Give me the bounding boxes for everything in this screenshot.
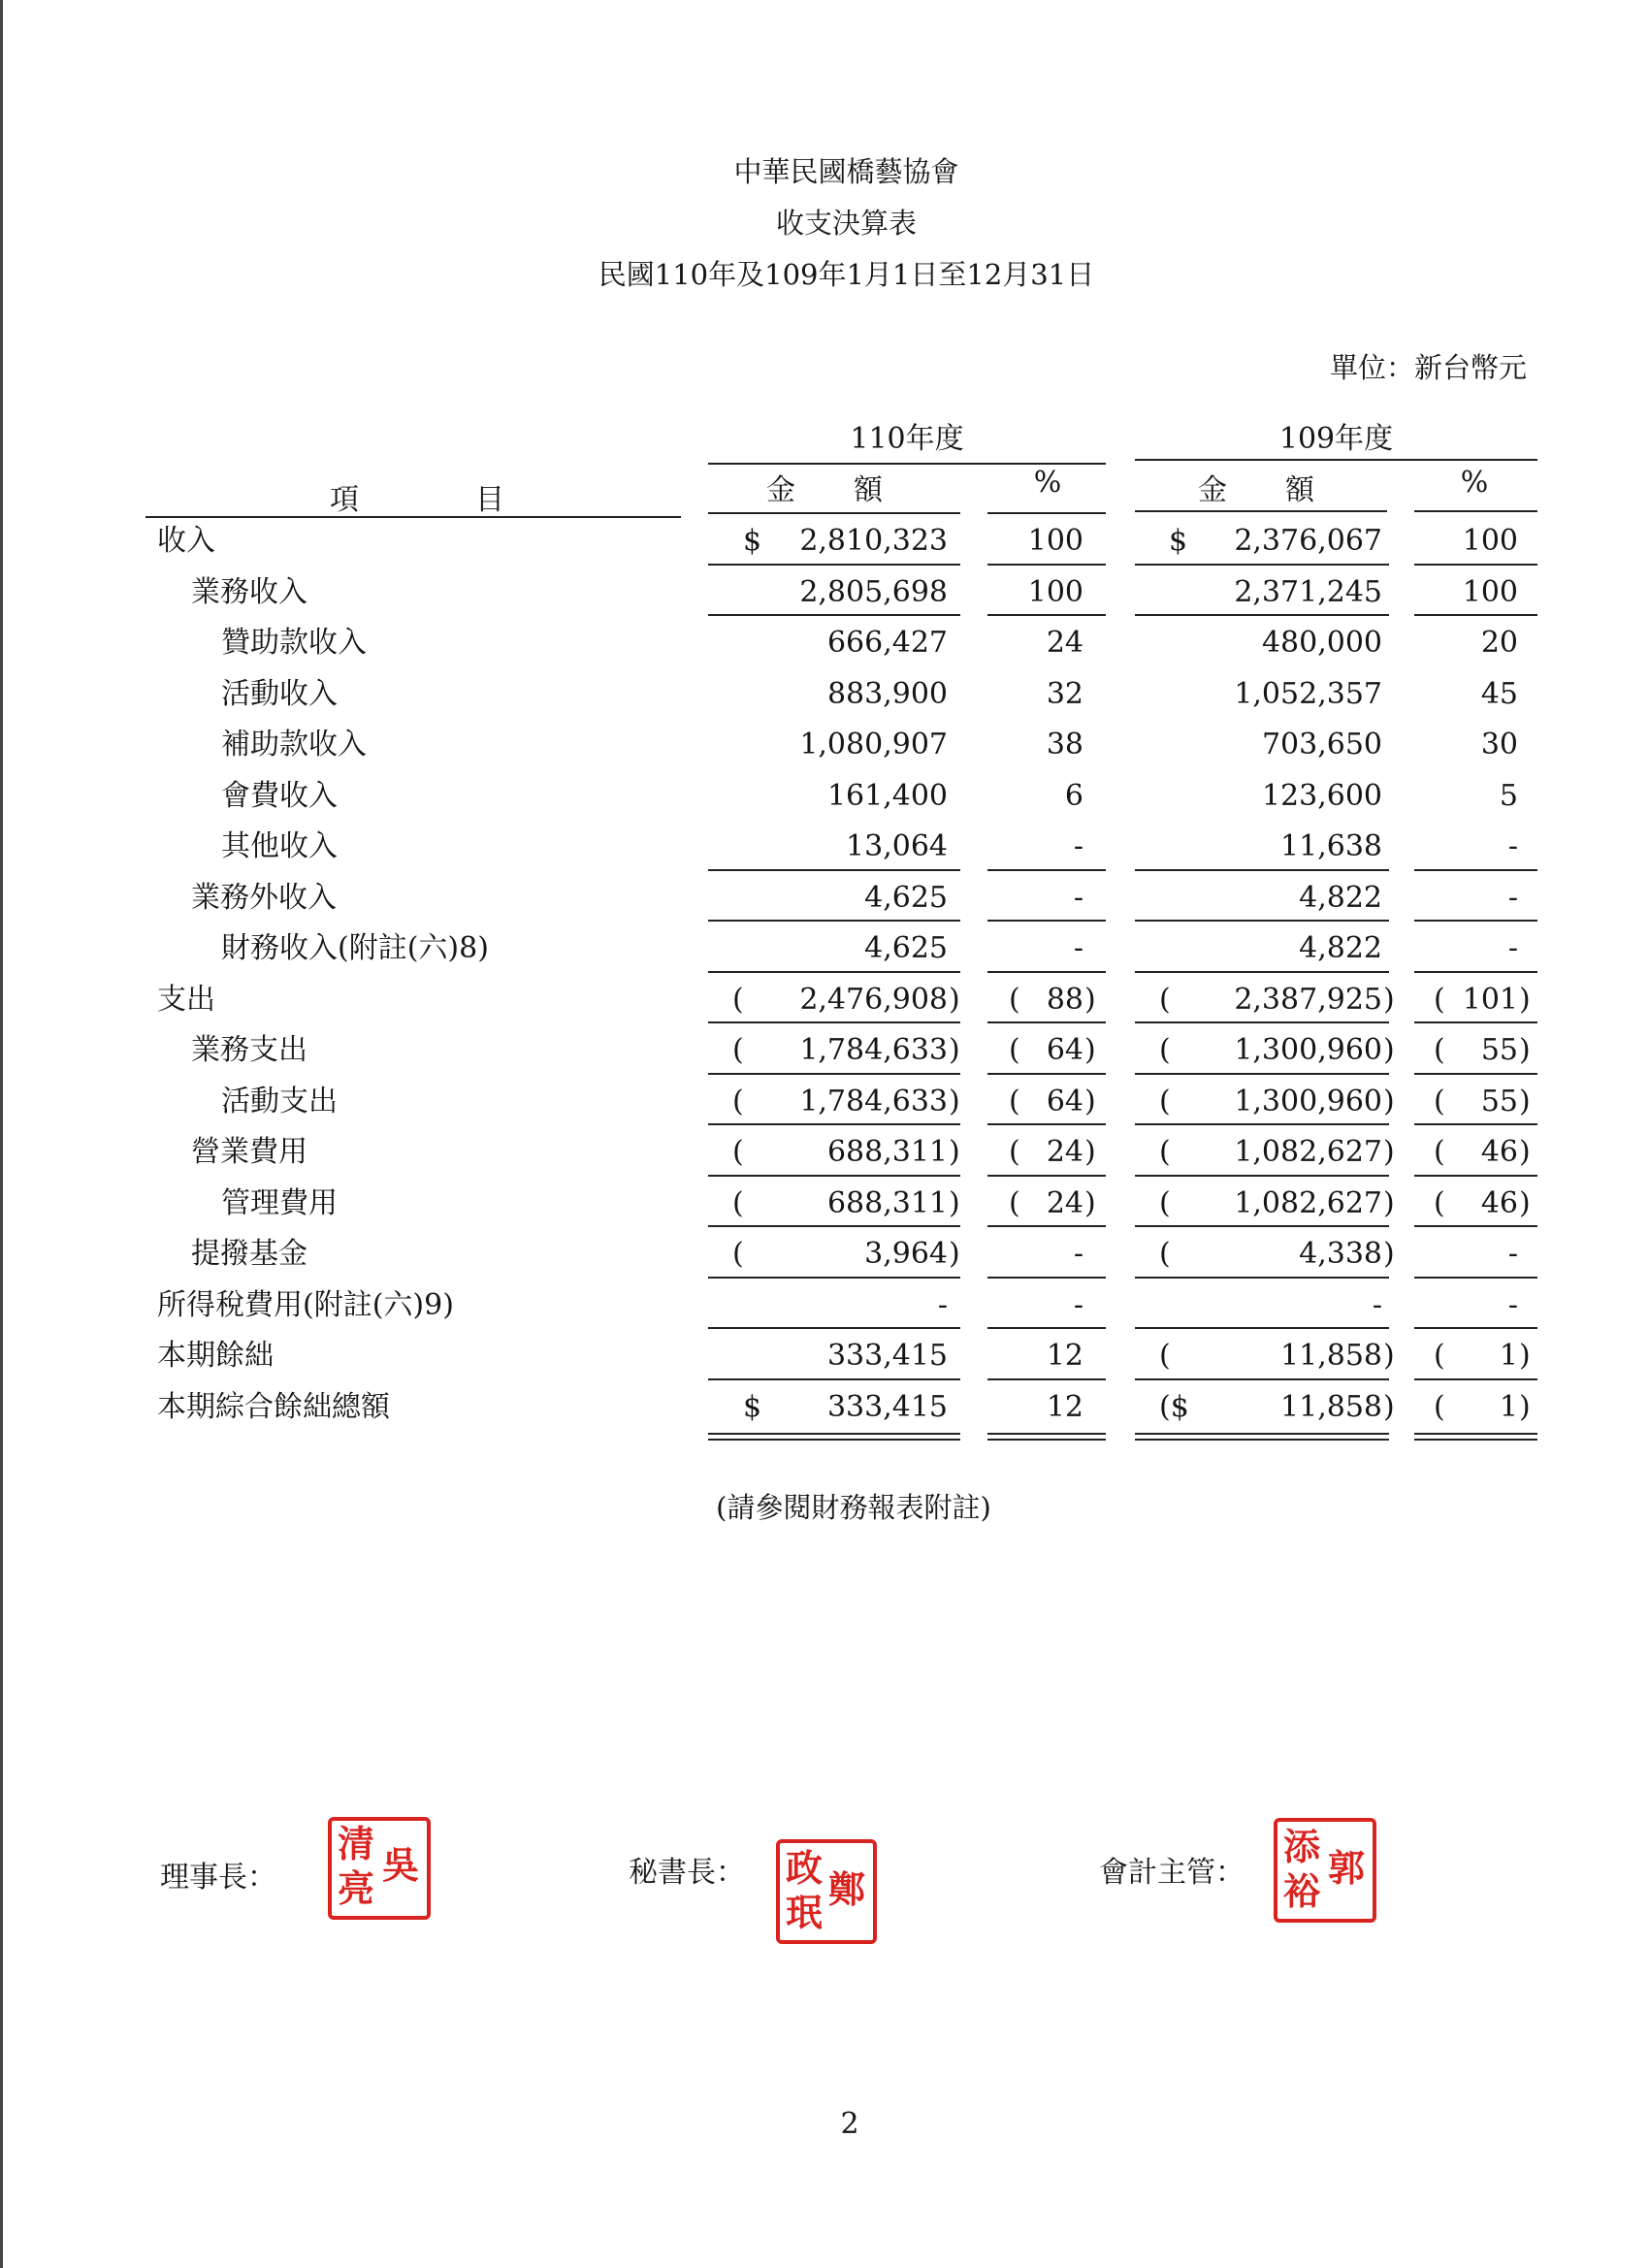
prior-open-paren: ( [1159, 1084, 1171, 1118]
accountant-label: 會計主管： [1099, 1856, 1245, 1890]
percent-current-subtotal-rule [987, 1277, 1106, 1279]
amount-current-subtotal-rule [708, 564, 960, 566]
current-percent: 6 [1064, 778, 1083, 813]
prior-pct-close-paren: ) [1519, 1185, 1531, 1220]
row-label: 支出 [157, 982, 215, 1017]
percent-prior-subtotal-rule [1414, 920, 1537, 922]
percent-current-subtotal-rule [987, 1327, 1106, 1329]
table-row [0, 720, 1649, 770]
prior-dollar-sign: $ [1169, 524, 1188, 558]
table-row [0, 923, 1649, 974]
current-amount: 883,900 [826, 676, 948, 711]
current-pct-open-paren: ( [1009, 1185, 1020, 1220]
prior-pct-open-paren: ( [1434, 1339, 1445, 1373]
percent-current-rule [987, 512, 1106, 514]
percent-current-subtotal-rule [987, 920, 1106, 922]
row-label: 本期綜合餘絀總額 [157, 1389, 390, 1424]
amount-current-subtotal-rule [708, 1123, 960, 1125]
current-pct-close-paren: ) [1084, 1135, 1096, 1169]
row-label: 補助款收入 [221, 728, 367, 761]
current-percent: 100 [1027, 524, 1083, 558]
prior-percent: 101 [1462, 982, 1518, 1017]
amount-prior-subtotal-rule [1135, 869, 1389, 871]
amount-prior-subtotal-rule [1135, 1175, 1389, 1177]
percent-current-header: % [1033, 466, 1062, 500]
prior-amount: 1,082,627 [1234, 1135, 1382, 1169]
amount-current-subtotal-rule [708, 1327, 960, 1329]
percent-prior-subtotal-rule [1414, 614, 1537, 616]
current-percent: 64 [1046, 1033, 1083, 1067]
table-row [0, 1179, 1649, 1229]
prior-percent: 20 [1480, 626, 1518, 660]
prior-amount: 1,300,960 [1234, 1084, 1382, 1118]
amount-prior-subtotal-rule [1135, 1277, 1389, 1279]
current-pct-close-paren: ) [1084, 1033, 1096, 1067]
prior-amount: 1,300,960 [1234, 1033, 1382, 1067]
prior-amount: 1,052,357 [1234, 676, 1382, 711]
chairman-seal: 清 亮 吳 [328, 1817, 431, 1920]
row-label: 業務外收入 [191, 880, 337, 915]
table-row [0, 1382, 1649, 1433]
prior-percent: - [1507, 931, 1518, 965]
item-column-header: 項 目 [330, 483, 504, 517]
amount-prior-subtotal-rule [1135, 564, 1389, 566]
table-row [0, 1331, 1649, 1381]
prior-close-paren: ) [1383, 1339, 1395, 1373]
prior-pct-close-paren: ) [1519, 1339, 1531, 1373]
current-percent: - [1073, 829, 1083, 863]
row-label: 業務收入 [191, 574, 307, 609]
current-open-paren: ( [732, 1084, 744, 1118]
percent-prior-subtotal-rule [1414, 1277, 1537, 1279]
current-dollar-sign: $ [743, 1389, 762, 1424]
prior-pct-close-paren: ) [1519, 1135, 1531, 1169]
amount-current-subtotal-rule [708, 869, 960, 871]
percent-prior-subtotal-rule [1414, 1073, 1537, 1075]
percent-current-subtotal-rule [987, 869, 1106, 871]
row-label: 業務支出 [191, 1033, 307, 1067]
percent-prior-rule [1414, 510, 1537, 512]
prior-amount: 1,082,627 [1234, 1185, 1382, 1220]
year-prior-header: 109年度 [1278, 422, 1394, 456]
percent-current-total-double-rule [987, 1433, 1106, 1441]
prior-pct-open-paren: ( [1434, 1033, 1445, 1067]
table-row [0, 1077, 1649, 1127]
prior-percent: 1 [1499, 1389, 1518, 1424]
current-amount: 688,311 [826, 1185, 948, 1220]
percent-current-subtotal-rule [987, 1378, 1106, 1380]
table-row [0, 822, 1649, 872]
current-amount: 2,476,908 [799, 982, 948, 1017]
table-row [0, 1229, 1649, 1280]
percent-current-subtotal-rule [987, 564, 1106, 566]
prior-close-paren: ) [1383, 1185, 1395, 1220]
current-close-paren: ) [949, 1135, 960, 1169]
current-pct-open-paren: ( [1009, 1033, 1020, 1067]
amount-current-subtotal-rule [708, 1277, 960, 1279]
prior-open-paren: ($ [1159, 1389, 1189, 1424]
current-percent: - [1073, 1237, 1083, 1271]
current-amount: 4,625 [864, 880, 948, 915]
report-period: 民國110年及109年1月1日至12月31日 [598, 258, 1095, 291]
prior-amount: 2,376,067 [1234, 524, 1382, 558]
current-close-paren: ) [949, 1033, 960, 1067]
prior-open-paren: ( [1159, 1185, 1171, 1220]
prior-percent: 55 [1480, 1084, 1518, 1118]
row-label: 其他收入 [221, 829, 338, 863]
current-amount: 1,784,633 [799, 1084, 948, 1118]
current-pct-open-paren: ( [1009, 982, 1020, 1017]
prior-amount: 480,000 [1261, 626, 1382, 660]
amount-prior-subtotal-rule [1135, 920, 1389, 922]
prior-pct-close-paren: ) [1519, 982, 1531, 1017]
row-label: 活動支出 [221, 1084, 338, 1118]
amount-prior-subtotal-rule [1135, 1378, 1389, 1380]
current-percent: 24 [1046, 1185, 1083, 1220]
current-amount: 333,415 [826, 1339, 948, 1373]
prior-pct-open-paren: ( [1434, 1389, 1445, 1424]
current-percent: 12 [1046, 1389, 1083, 1424]
row-label: 本期餘絀 [157, 1339, 274, 1373]
prior-percent: - [1507, 829, 1518, 863]
current-close-paren: ) [949, 982, 960, 1017]
amount-prior-subtotal-rule [1135, 1327, 1389, 1329]
amount-prior-subtotal-rule [1135, 1073, 1389, 1075]
percent-prior-subtotal-rule [1414, 1225, 1537, 1227]
amount-current-subtotal-rule [708, 1021, 960, 1023]
report-title: 收支決算表 [775, 207, 917, 240]
amount-current-total-double-rule [708, 1433, 960, 1441]
prior-percent: 46 [1480, 1135, 1518, 1169]
year-current-header: 110年度 [850, 422, 964, 456]
current-open-paren: ( [732, 1033, 744, 1067]
table-row [0, 1025, 1649, 1076]
amount-prior-subtotal-rule [1135, 1123, 1389, 1125]
prior-pct-close-paren: ) [1519, 1033, 1531, 1067]
percent-current-subtotal-rule [987, 1073, 1106, 1075]
prior-amount: 4,822 [1299, 880, 1382, 915]
current-pct-open-paren: ( [1009, 1084, 1020, 1118]
row-label: 提撥基金 [191, 1237, 307, 1271]
prior-percent: - [1507, 880, 1518, 915]
prior-percent: 100 [1462, 524, 1518, 558]
current-amount: 2,810,323 [799, 524, 948, 558]
current-amount: 3,964 [864, 1237, 948, 1271]
percent-current-subtotal-rule [987, 1175, 1106, 1177]
prior-pct-open-paren: ( [1434, 1185, 1445, 1220]
prior-open-paren: ( [1159, 1135, 1171, 1169]
current-amount: 1,080,907 [799, 728, 948, 761]
prior-amount: 11,638 [1280, 829, 1382, 863]
prior-percent: - [1507, 1287, 1518, 1322]
prior-pct-open-paren: ( [1434, 1084, 1445, 1118]
amount-prior-subtotal-rule [1135, 971, 1389, 973]
prior-close-paren: ) [1383, 982, 1395, 1017]
row-label: 財務收入(附註(六)8) [221, 931, 489, 965]
prior-percent: 1 [1499, 1339, 1518, 1373]
percent-current-subtotal-rule [987, 971, 1106, 973]
current-percent: 12 [1046, 1339, 1083, 1373]
prior-amount: 703,650 [1261, 728, 1382, 761]
current-amount: 4,625 [864, 931, 948, 965]
current-percent: - [1073, 880, 1083, 915]
prior-open-paren: ( [1159, 1339, 1171, 1373]
amount-prior-subtotal-rule [1135, 1021, 1389, 1023]
prior-amount: 11,858 [1280, 1339, 1382, 1373]
prior-percent: 55 [1480, 1033, 1518, 1067]
percent-prior-subtotal-rule [1414, 1378, 1537, 1380]
prior-close-paren: ) [1383, 1033, 1395, 1067]
current-amount: 2,805,698 [799, 574, 948, 609]
amount-prior-subtotal-rule [1135, 1225, 1389, 1227]
current-open-paren: ( [732, 1185, 744, 1220]
amount-prior-header: 金 額 [1198, 473, 1314, 507]
current-amount: 13,064 [846, 829, 948, 863]
prior-close-paren: ) [1383, 1237, 1395, 1271]
current-open-paren: ( [732, 1237, 744, 1271]
table-row [0, 1127, 1649, 1178]
current-close-paren: ) [949, 1237, 960, 1271]
current-percent: 88 [1046, 982, 1083, 1017]
percent-prior-subtotal-rule [1414, 869, 1537, 871]
prior-amount: 2,371,245 [1234, 574, 1382, 609]
row-label: 收入 [157, 524, 215, 558]
prior-percent: 5 [1499, 778, 1518, 813]
amount-current-subtotal-rule [708, 1175, 960, 1177]
secretary-label: 秘書長： [629, 1856, 745, 1890]
current-pct-close-paren: ) [1084, 982, 1096, 1017]
percent-current-subtotal-rule [987, 1021, 1106, 1023]
currency-unit: 單位：新台幣元 [1329, 351, 1527, 384]
prior-percent: 30 [1480, 728, 1518, 761]
current-pct-close-paren: ) [1084, 1084, 1096, 1118]
current-amount: 161,400 [826, 778, 948, 813]
current-amount: 688,311 [826, 1135, 948, 1169]
row-label: 活動收入 [221, 676, 338, 711]
prior-amount: 123,600 [1261, 778, 1382, 813]
amount-current-subtotal-rule [708, 1073, 960, 1075]
percent-current-subtotal-rule [987, 614, 1106, 616]
table-row [0, 669, 1649, 720]
amount-prior-rule [1135, 510, 1387, 512]
percent-prior-subtotal-rule [1414, 1175, 1537, 1177]
footnote: (請參閱財務報表附註) [716, 1491, 991, 1524]
table-row [0, 1280, 1649, 1331]
prior-percent: - [1507, 1237, 1518, 1271]
amount-prior-total-double-rule [1135, 1433, 1389, 1441]
percent-prior-subtotal-rule [1414, 1021, 1537, 1023]
row-label: 所得稅費用(附註(六)9) [157, 1287, 454, 1322]
table-row [0, 618, 1649, 668]
prior-amount: 11,858 [1280, 1389, 1382, 1424]
current-percent: 64 [1046, 1084, 1083, 1118]
row-label: 管理費用 [221, 1185, 338, 1220]
prior-pct-open-paren: ( [1434, 1135, 1445, 1169]
prior-pct-open-paren: ( [1434, 982, 1445, 1017]
current-amount: 333,415 [826, 1389, 948, 1424]
amount-current-subtotal-rule [708, 1225, 960, 1227]
current-percent: 38 [1046, 728, 1083, 761]
amount-current-subtotal-rule [708, 920, 960, 922]
current-percent: 100 [1027, 574, 1083, 609]
current-percent: - [1073, 1287, 1083, 1322]
amount-current-subtotal-rule [708, 1378, 960, 1380]
page-number: 2 [840, 2107, 859, 2141]
current-pct-close-paren: ) [1084, 1185, 1096, 1220]
secretary-seal: 政 珉 鄭 [776, 1839, 877, 1944]
row-label: 營業費用 [191, 1135, 307, 1169]
amount-prior-subtotal-rule [1135, 614, 1389, 616]
table-row [0, 873, 1649, 923]
percent-prior-subtotal-rule [1414, 1327, 1537, 1329]
current-percent: 24 [1046, 626, 1083, 660]
amount-current-header: 金 額 [766, 473, 883, 507]
current-amount: - [937, 1287, 948, 1322]
prior-close-paren: ) [1383, 1389, 1395, 1424]
prior-amount: 4,822 [1299, 931, 1382, 965]
table-row [0, 975, 1649, 1025]
current-percent: - [1073, 931, 1083, 965]
current-percent: 32 [1046, 676, 1083, 711]
prior-close-paren: ) [1383, 1084, 1395, 1118]
table-row [0, 567, 1649, 618]
current-amount: 666,427 [826, 626, 948, 660]
current-percent: 24 [1046, 1135, 1083, 1169]
current-close-paren: ) [949, 1185, 960, 1220]
percent-prior-header: % [1460, 466, 1489, 500]
prior-open-paren: ( [1159, 1237, 1171, 1271]
percent-prior-total-double-rule [1414, 1433, 1537, 1441]
prior-close-paren: ) [1383, 1135, 1395, 1169]
current-open-paren: ( [732, 982, 744, 1017]
row-label: 贊助款收入 [221, 626, 367, 660]
current-dollar-sign: $ [743, 524, 762, 558]
row-label: 會費收入 [221, 778, 338, 813]
prior-percent: 46 [1480, 1185, 1518, 1220]
org-title: 中華民國橋藝協會 [733, 155, 959, 188]
percent-current-subtotal-rule [987, 1225, 1106, 1227]
percent-prior-subtotal-rule [1414, 971, 1537, 973]
chairman-label: 理事長： [160, 1861, 276, 1895]
current-pct-open-paren: ( [1009, 1135, 1020, 1169]
current-close-paren: ) [949, 1084, 960, 1118]
prior-pct-close-paren: ) [1519, 1389, 1531, 1424]
percent-current-subtotal-rule [987, 1123, 1106, 1125]
accountant-seal: 添 裕 郭 [1274, 1818, 1376, 1923]
percent-prior-subtotal-rule [1414, 1123, 1537, 1125]
table-row [0, 516, 1649, 567]
percent-prior-subtotal-rule [1414, 564, 1537, 566]
amount-current-subtotal-rule [708, 614, 960, 616]
prior-amount: - [1372, 1287, 1382, 1322]
prior-open-paren: ( [1159, 1033, 1171, 1067]
prior-pct-close-paren: ) [1519, 1084, 1531, 1118]
current-amount: 1,784,633 [799, 1033, 948, 1067]
amount-current-rule [708, 512, 960, 514]
year-current-rule [708, 463, 1106, 465]
prior-percent: 100 [1462, 574, 1518, 609]
amount-current-subtotal-rule [708, 971, 960, 973]
year-prior-rule [1135, 459, 1537, 461]
prior-percent: 45 [1480, 676, 1518, 711]
current-open-paren: ( [732, 1135, 744, 1169]
prior-amount: 2,387,925 [1234, 982, 1382, 1017]
table-row [0, 771, 1649, 822]
prior-amount: 4,338 [1299, 1237, 1382, 1271]
prior-open-paren: ( [1159, 982, 1171, 1017]
